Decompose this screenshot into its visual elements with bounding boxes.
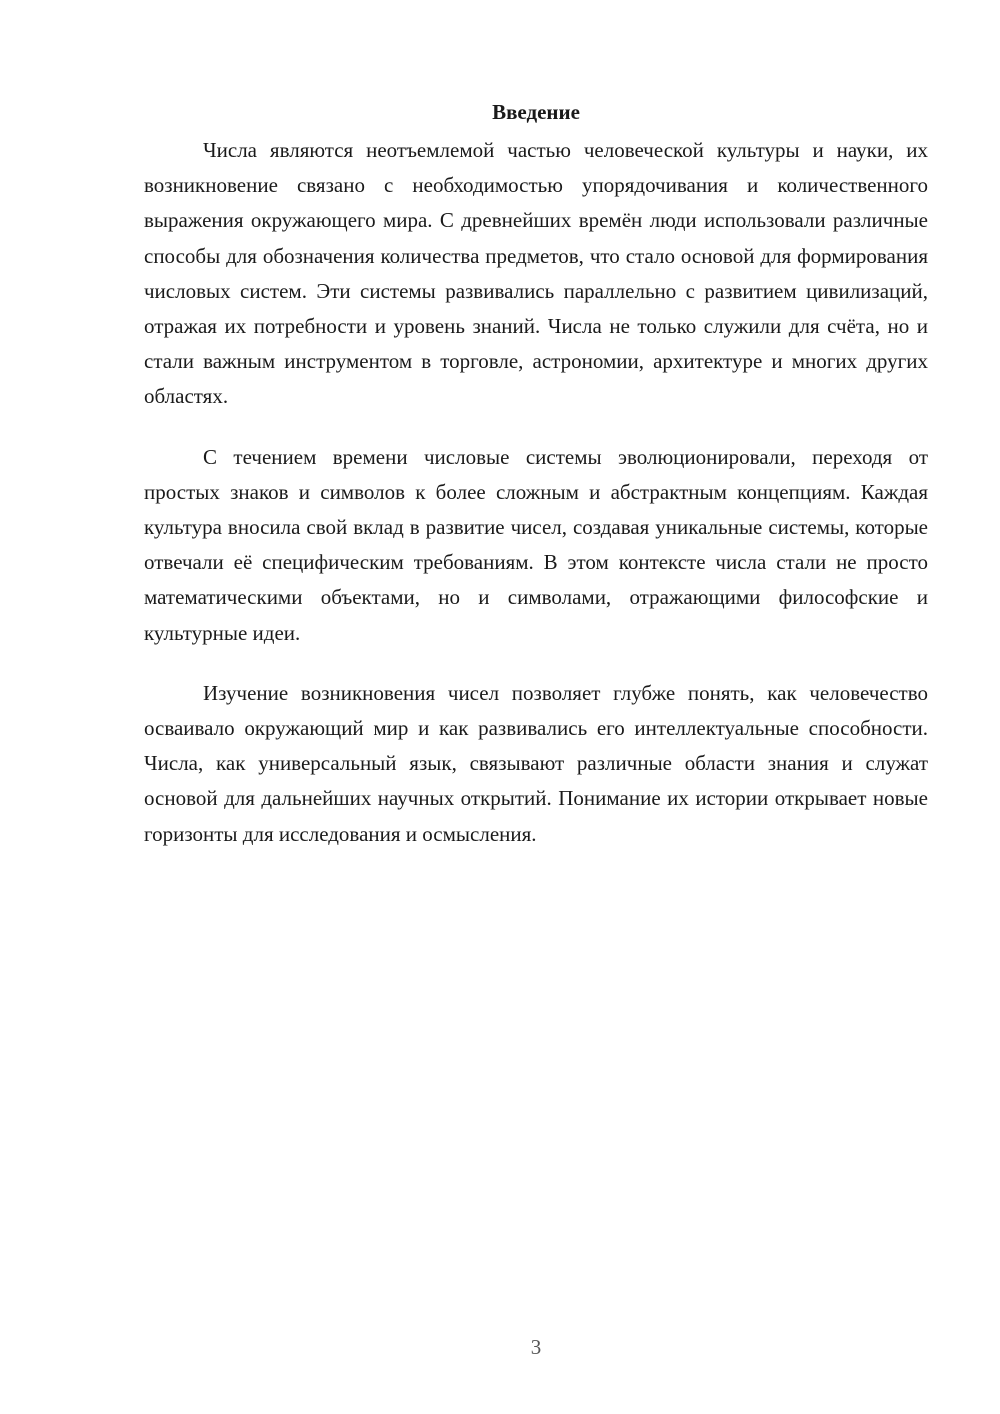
paragraph-2: С течением времени числовые системы эволюционировали, переходя от простых знаков и символов к более сложным и абстрактным концепциям. Каждая культура вносила свой вклад в развитие чисел, создавая уникальные системы, которые отвечали её специфическим требованиям. В этом контексте числа стали не просто математическими объектами, но и символами, отражающими философские и культурные идеи. (144, 444, 928, 645)
paragraph-1: Числа являются неотъемлемой частью человеческой культуры и науки, их возникновение связано с необходимостью упорядочивания и количественного выражения окружающего мира. С древнейших времён люди использовали различные способы для обозначения количества предметов, что стало основой для формирования числовых систем. Эти системы развивались параллельно с развитием цивилизаций, отражая их потребности и уровень знаний. Числа не только служили для счёта, но и стали важным инструментом в торговле, астрономии, архитектуре и многих других областях. (144, 138, 928, 409)
paragraph-3: Изучение возникновения чисел позволяет глубже понять, как человечество осваивало окружающий мир и как развивались его интеллектуальные способности. Числа, как универсальный язык, связывают различные области знания и служат основой для дальнейших научных открытий. Понимание их истории открывает новые горизонты для исследования и осмысления. (144, 680, 928, 846)
page-content (144, 97, 928, 877)
section-heading: Введение (492, 100, 580, 124)
page-number: 3 (530, 1335, 542, 1359)
